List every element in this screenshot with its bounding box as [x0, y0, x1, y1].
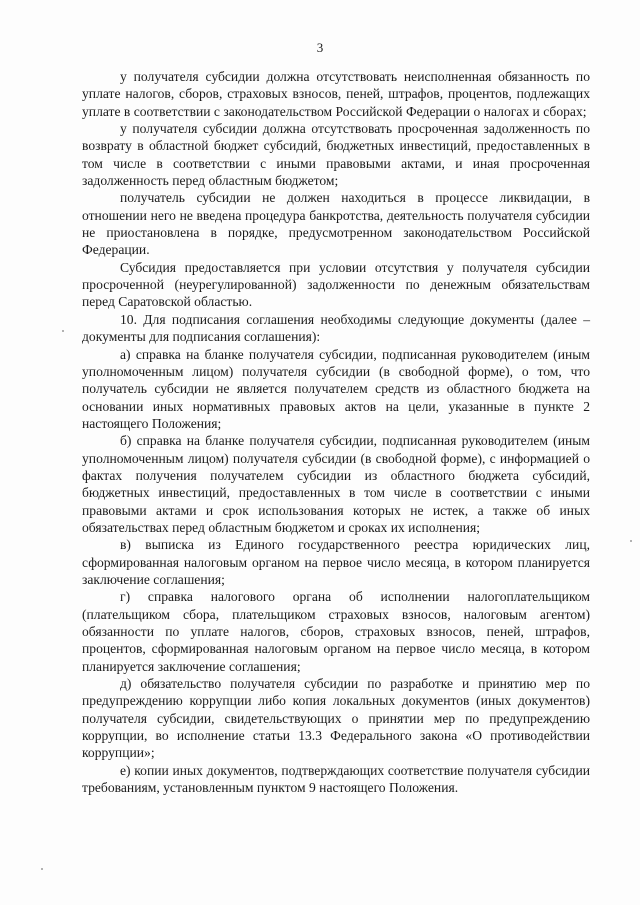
paragraph-item-g: г) справка налогового органа об исполнении налогоплательщиком (плательщиком сбора, плательщиком страховых взносов, налоговым агентом) обязанности по уплате налогов, сборов, страховых взносов, пеней, штрафов, процентов, сформированная налоговым органом на первое число месяца, в котором планируется заключение соглашения; [82, 589, 590, 674]
scan-speck [630, 540, 632, 542]
paragraph-item-10: 10. Для подписания соглашения необходимы следующие документы (далее – документы для подписания соглашения): [82, 311, 590, 345]
paragraph-item-e: е) копии иных документов, подтверждающих соответствие получателя субсидии требованиям, установленным пунктом 9 настоящего Положения. [82, 762, 590, 796]
paragraph-budget-debt: у получателя субсидии должна отсутствовать просроченная задолженность по возврату в областной бюджет субсидий, бюджетных инвестиций, предоставленных в том числе в соответствии с иными правовыми актами, и иная просроченная задолженность перед областным бюджетом; [82, 121, 590, 189]
paragraph-subsidy-condition: Субсидия предоставляется при условии отсутствия у получателя субсидии просроченной (неурегулированной) задолженности по денежным обязательствам перед Саратовской областью. [82, 259, 590, 310]
paragraph-liquidation: получатель субсидии не должен находиться в процессе ликвидации, в отношении него не введена процедура банкротства, деятельность получателя субсидии не приостановлена в порядке, предусмотренном законодательством Российской Федерации. [82, 190, 590, 258]
paragraph-tax-debt: у получателя субсидии должна отсутствовать неисполненная обязанность по уплате налогов, сборов, страховых взносов, пеней, штрафов, процентов, подлежащих уплате в соответствии с законодательством Российской Федерации о налогах и сборах; [82, 69, 590, 119]
paragraph-item-b: б) справка на бланке получателя субсидии, подписанная руководителем (иным уполномоченным лицом) получателя субсидии (в свободной форме), с информацией о фактах получения получателем субсидии из областного бюджета субсидий, бюджетных инвестиций, предоставленных в том числе в соответствии с иными правовыми актами и срок использования которых не истек, а также об иных обязательствах перед областным бюджетом и сроках их исполнения; [82, 433, 590, 535]
scan-speck [62, 330, 64, 332]
page-number: 3 [316, 40, 324, 55]
paragraph-item-a: а) справка на бланке получателя субсидии, подписанная руководителем (иным уполномоченным лицом) получателя субсидии (в свободной форме), о том, что получатель субсидии не является получателем средств из областного бюджета на основании иных нормативных правовых актов на цели, указанные в пункте 2 настоящего Положения; [82, 346, 590, 431]
scan-speck [41, 868, 43, 870]
paragraph-item-d: д) обязательство получателя субсидии по разработке и принятию мер по предупреждению коррупции либо копия локальных документов (иных документов) получателя субсидии, свидетельствующих о принятии мер по предупреждению коррупции, во исполнение статьи 13.3 Федерального закона «О противодействии коррупции»; [82, 676, 590, 761]
paragraph-item-v: в) выписка из Единого государственного реестра юридических лиц, сформированная налоговым органом на первое число месяца, в котором планируется заключение соглашения; [82, 537, 590, 587]
document-body [82, 68, 590, 796]
